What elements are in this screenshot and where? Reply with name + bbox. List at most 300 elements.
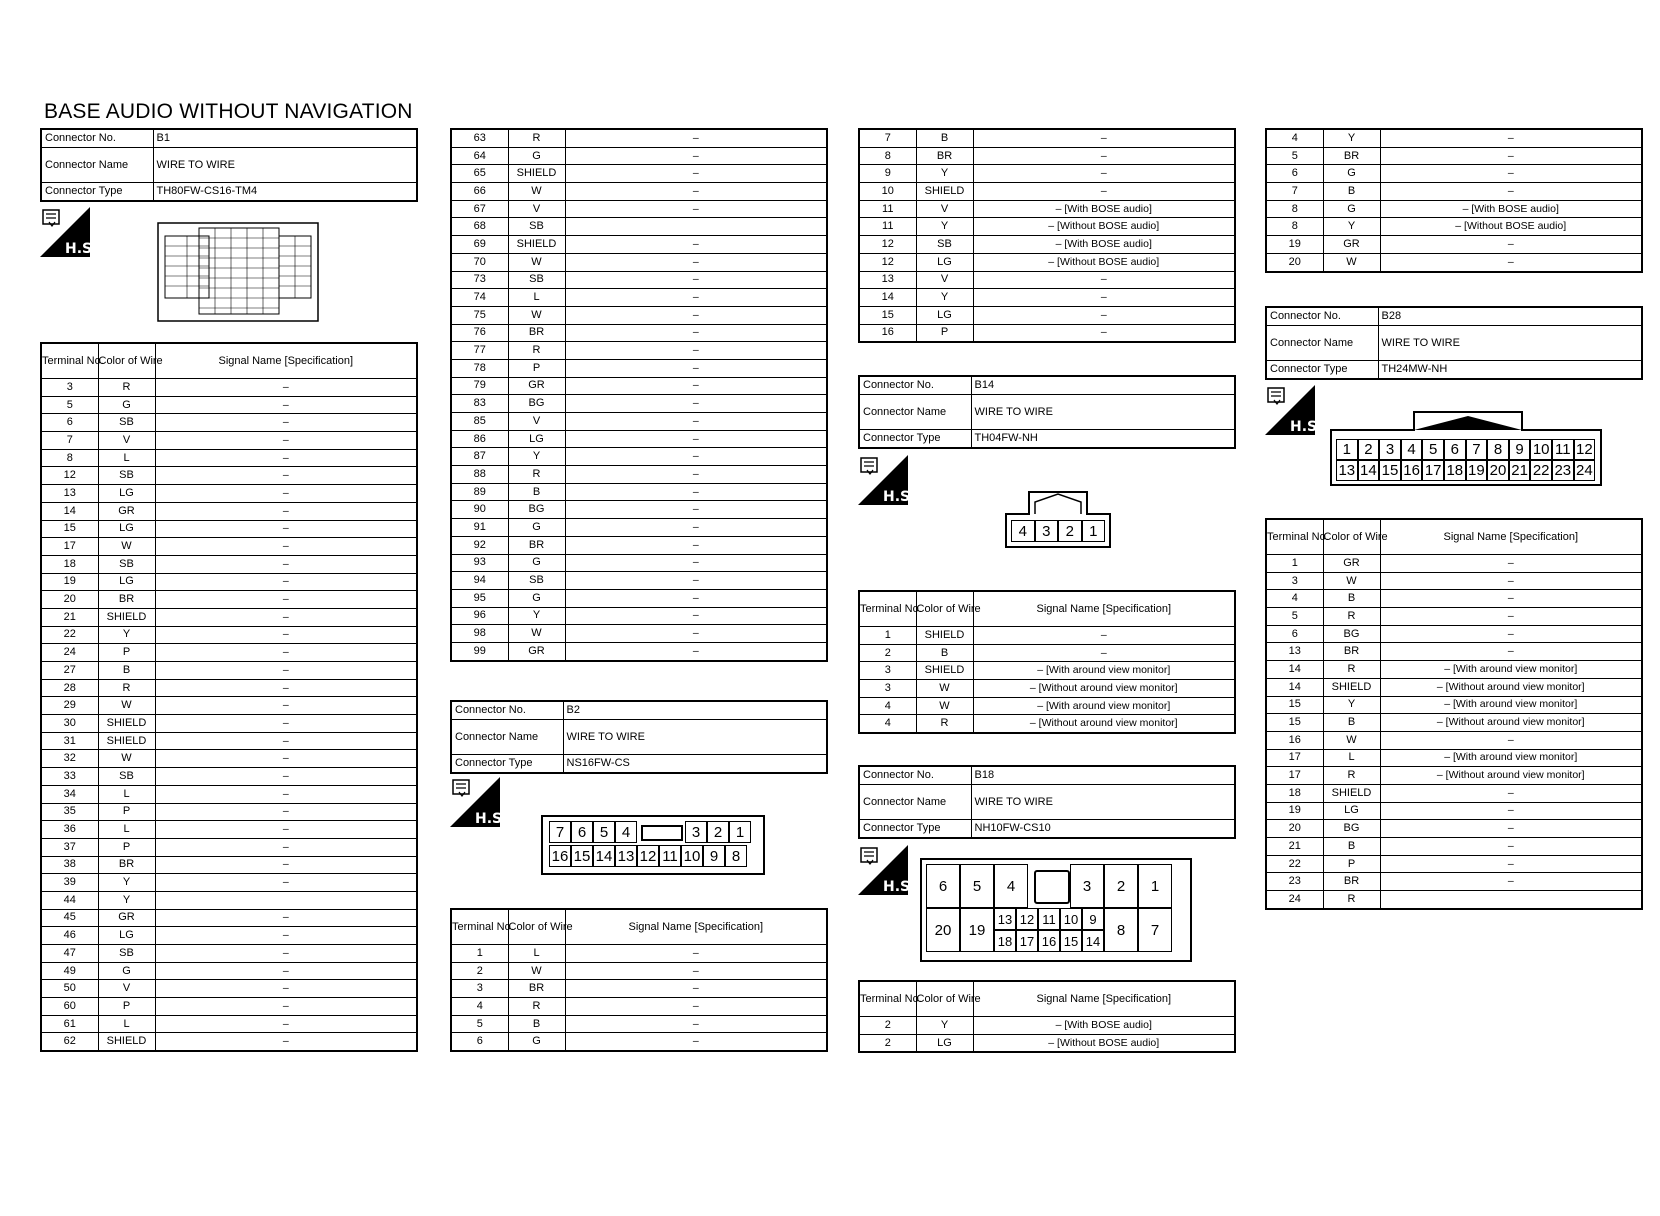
terminal-no-cell: 4 — [859, 715, 916, 733]
table-row — [41, 962, 417, 980]
wire-color-cell: LG — [916, 306, 973, 324]
signal-name-cell: – [With BOSE audio] — [1380, 200, 1642, 218]
signal-name-cell: – — [155, 945, 417, 963]
signal-name-cell: – — [155, 608, 417, 626]
wire-color-cell: SHIELD — [98, 1033, 155, 1051]
table-row — [451, 236, 827, 254]
header-color-of-wire: Color of Wire — [916, 591, 973, 627]
connector-pin: 3 — [1379, 439, 1401, 460]
terminal-no-cell: 17 — [41, 538, 98, 556]
header-terminal-no: Terminal No. — [1266, 519, 1323, 555]
terminal-no-cell: 3 — [859, 680, 916, 698]
table-row — [41, 768, 417, 786]
hs-icon — [450, 777, 508, 827]
signal-name-cell: – — [155, 449, 417, 467]
signal-name-cell: – — [565, 536, 827, 554]
wire-color-cell: SHIELD — [508, 236, 565, 254]
table-row — [1266, 236, 1642, 254]
signal-name-cell: – — [565, 607, 827, 625]
signal-name-cell: – — [565, 359, 827, 377]
wire-color-cell: BR — [508, 324, 565, 342]
terminal-no-cell: 5 — [1266, 147, 1323, 165]
table-row — [41, 502, 417, 520]
connector-pin: 13 — [1336, 460, 1358, 481]
wire-color-cell: P — [916, 324, 973, 342]
connector-pin: 18 — [994, 930, 1016, 952]
terminal-no-cell: 33 — [41, 768, 98, 786]
wire-color-cell: W — [916, 697, 973, 715]
connector-pin: 4 — [1401, 439, 1423, 460]
wire-color-cell: LG — [1323, 802, 1380, 820]
table-row — [859, 1017, 1235, 1035]
table-row — [451, 183, 827, 201]
connector-pin: 6 — [926, 864, 960, 908]
wire-color-cell: Y — [98, 891, 155, 909]
signal-name-cell: – — [565, 625, 827, 643]
signal-name-cell: – — [155, 715, 417, 733]
wire-color-cell: W — [98, 750, 155, 768]
signal-name-cell: – — [155, 697, 417, 715]
table-row — [41, 538, 417, 556]
signal-name-cell: – — [973, 271, 1235, 289]
wire-color-cell: Y — [916, 165, 973, 183]
terminal-no-cell: 27 — [41, 662, 98, 680]
table-row — [41, 1033, 417, 1051]
table-row — [41, 591, 417, 609]
signal-name-cell: – — [155, 803, 417, 821]
connector-pin: 12 — [1016, 908, 1038, 930]
table-row — [859, 289, 1235, 307]
wire-color-cell: BG — [1323, 625, 1380, 643]
terminal-no-cell: 16 — [859, 324, 916, 342]
header-signal-name: Signal Name [Specification] — [565, 909, 827, 945]
wire-color-cell: R — [508, 998, 565, 1016]
terminal-no-cell: 19 — [1266, 802, 1323, 820]
wire-color-cell: SHIELD — [1323, 784, 1380, 802]
wire-color-cell: BR — [508, 536, 565, 554]
wire-color-cell: L — [1323, 749, 1380, 767]
connector-pin: 11 — [1552, 439, 1574, 460]
wire-color-cell: W — [508, 306, 565, 324]
wire-color-cell: W — [1323, 572, 1380, 590]
wire-color-cell: R — [98, 679, 155, 697]
signal-name-cell: – — [565, 519, 827, 537]
terminal-no-cell: 34 — [41, 785, 98, 803]
connector-pin: 12 — [637, 845, 659, 867]
signal-name-cell: – — [973, 324, 1235, 342]
terminal-no-cell: 20 — [41, 591, 98, 609]
signal-name-cell: – — [155, 502, 417, 520]
terminal-no-cell: 1 — [1266, 555, 1323, 573]
connector-pin: 14 — [593, 845, 615, 867]
signal-name-cell: – — [565, 466, 827, 484]
wire-color-cell: SB — [98, 467, 155, 485]
wire-color-cell: W — [508, 625, 565, 643]
signal-name-cell: – — [155, 821, 417, 839]
signal-name-cell: – — [155, 1033, 417, 1051]
wire-color-cell: SB — [98, 555, 155, 573]
connector-pin: 13 — [615, 845, 637, 867]
label-connector-type: Connector Type — [451, 755, 563, 774]
label-connector-name: Connector Name — [1266, 326, 1378, 361]
table-row — [859, 236, 1235, 254]
wire-color-cell: R — [1323, 767, 1380, 785]
connector-pin: 13 — [994, 908, 1016, 930]
terminal-no-cell: 10 — [859, 183, 916, 201]
table-row — [451, 200, 827, 218]
b2-connector-no: B2 — [563, 701, 827, 720]
wire-color-cell: LG — [98, 485, 155, 503]
b18-info — [858, 765, 1236, 839]
wire-color-cell: GR — [508, 377, 565, 395]
connector-pin: 11 — [659, 845, 681, 867]
table-row — [451, 271, 827, 289]
signal-name-cell: – — [155, 662, 417, 680]
wire-color-cell: Y — [916, 289, 973, 307]
terminal-no-cell: 96 — [451, 607, 508, 625]
terminal-no-cell: 62 — [41, 1033, 98, 1051]
table-row — [859, 644, 1235, 662]
terminal-no-cell: 15 — [1266, 696, 1323, 714]
terminal-no-cell: 8 — [41, 449, 98, 467]
header-terminal-no: Terminal No. — [859, 591, 916, 627]
label-connector-type: Connector Type — [1266, 361, 1378, 380]
table-row — [41, 608, 417, 626]
signal-name-cell: – — [155, 856, 417, 874]
table-row — [451, 359, 827, 377]
table-row — [1266, 147, 1642, 165]
terminal-no-cell: 4 — [1266, 590, 1323, 608]
terminal-no-cell: 5 — [1266, 608, 1323, 626]
connector-pin: 9 — [1509, 439, 1531, 460]
table-row — [1266, 696, 1642, 714]
terminal-no-cell: 67 — [451, 200, 508, 218]
connector-pin: 5 — [593, 821, 615, 843]
signal-name-cell: – — [1380, 855, 1642, 873]
wire-color-cell: Y — [1323, 696, 1380, 714]
table-row — [451, 289, 827, 307]
wire-color-cell: W — [98, 697, 155, 715]
terminal-no-cell: 47 — [41, 945, 98, 963]
table-row — [859, 200, 1235, 218]
terminal-no-cell: 3 — [41, 379, 98, 397]
table-row — [859, 715, 1235, 733]
wire-color-cell: G — [98, 396, 155, 414]
table-row — [41, 379, 417, 397]
table-row — [451, 306, 827, 324]
signal-name-cell: – — [155, 485, 417, 503]
table-row — [1266, 855, 1642, 873]
connector-pin: 2 — [1058, 520, 1082, 542]
table-row — [859, 662, 1235, 680]
b28-terminal-table — [1265, 518, 1643, 910]
table-row — [1266, 129, 1642, 147]
signal-name-cell: – — [1380, 572, 1642, 590]
signal-name-cell: – — [565, 236, 827, 254]
label-connector-name: Connector Name — [859, 395, 971, 430]
table-row — [41, 485, 417, 503]
table-row — [451, 1015, 827, 1033]
terminal-no-cell: 87 — [451, 448, 508, 466]
table-row — [41, 520, 417, 538]
table-row — [41, 396, 417, 414]
signal-name-cell: – — [565, 430, 827, 448]
terminal-no-cell: 7 — [41, 432, 98, 450]
terminal-no-cell: 46 — [41, 927, 98, 945]
signal-name-cell: – — [1380, 643, 1642, 661]
terminal-no-cell: 4 — [1266, 129, 1323, 147]
table-row — [451, 129, 827, 147]
signal-name-cell: – — [565, 253, 827, 271]
terminal-no-cell: 2 — [859, 1034, 916, 1052]
signal-name-cell: – — [565, 483, 827, 501]
wire-color-cell: LG — [98, 573, 155, 591]
terminal-no-cell: 36 — [41, 821, 98, 839]
table-row — [41, 980, 417, 998]
wire-color-cell: P — [1323, 855, 1380, 873]
wire-color-cell: GR — [508, 642, 565, 660]
wire-color-cell: W — [98, 538, 155, 556]
hs-label: H.S. — [1290, 419, 1323, 435]
wire-color-cell: L — [98, 1015, 155, 1033]
label-connector-type: Connector Type — [41, 183, 153, 202]
wire-color-cell: L — [98, 449, 155, 467]
terminal-no-cell: 91 — [451, 519, 508, 537]
signal-name-cell: – — [155, 520, 417, 538]
terminal-no-cell: 39 — [41, 874, 98, 892]
table-row — [1266, 784, 1642, 802]
header-color-of-wire: Color of Wire — [98, 343, 155, 379]
header-signal-name: Signal Name [Specification] — [155, 343, 417, 379]
table-row — [41, 785, 417, 803]
signal-name-cell: – [Without around view monitor] — [1380, 767, 1642, 785]
wire-color-cell: P — [98, 644, 155, 662]
terminal-no-cell: 21 — [1266, 838, 1323, 856]
terminal-no-cell: 61 — [41, 1015, 98, 1033]
terminal-no-cell: 99 — [451, 642, 508, 660]
wire-color-cell: W — [916, 680, 973, 698]
connector-pin: 2 — [1358, 439, 1380, 460]
b18-connector-no: B18 — [971, 766, 1235, 785]
terminal-no-cell: 66 — [451, 183, 508, 201]
table-row — [451, 625, 827, 643]
connector-pin: 10 — [1530, 439, 1552, 460]
terminal-no-cell: 93 — [451, 554, 508, 572]
connector-pin: 11 — [1038, 908, 1060, 930]
terminal-no-cell: 30 — [41, 715, 98, 733]
connector-pin: 15 — [1060, 930, 1082, 952]
wire-color-cell: BR — [508, 980, 565, 998]
hs-label: H.S. — [65, 241, 98, 257]
table-row — [41, 662, 417, 680]
terminal-no-cell: 8 — [1266, 218, 1323, 236]
terminal-no-cell: 14 — [1266, 661, 1323, 679]
signal-name-cell: – — [565, 413, 827, 431]
signal-name-cell: – — [1380, 820, 1642, 838]
signal-name-cell — [155, 891, 417, 909]
table-row — [1266, 572, 1642, 590]
connector-pin: 1 — [1336, 439, 1358, 460]
b1-connector-face — [157, 222, 319, 322]
table-row — [451, 1033, 827, 1051]
connector-pin: 7 — [549, 821, 571, 843]
signal-name-cell: – — [565, 572, 827, 590]
connector-pin: 15 — [1379, 460, 1401, 481]
wire-color-cell: G — [1323, 165, 1380, 183]
signal-name-cell: – — [565, 129, 827, 147]
signal-name-cell: – — [565, 271, 827, 289]
connector-pin: 17 — [1016, 930, 1038, 952]
table-row — [1266, 731, 1642, 749]
signal-name-cell: – [With BOSE audio] — [973, 1017, 1235, 1035]
table-row — [1266, 820, 1642, 838]
terminal-no-cell: 11 — [859, 218, 916, 236]
signal-name-cell: – — [1380, 784, 1642, 802]
header-signal-name: Signal Name [Specification] — [973, 591, 1235, 627]
signal-name-cell: – — [1380, 802, 1642, 820]
terminal-no-cell: 1 — [451, 945, 508, 963]
header-color-of-wire: Color of Wire — [508, 909, 565, 945]
terminal-no-cell: 2 — [451, 962, 508, 980]
signal-name-cell: – [With around view monitor] — [1380, 696, 1642, 714]
wire-color-cell: L — [508, 289, 565, 307]
wire-color-cell: GR — [98, 909, 155, 927]
table-row — [451, 165, 827, 183]
table-row — [1266, 643, 1642, 661]
table-row — [41, 432, 417, 450]
signal-name-cell: – [With BOSE audio] — [973, 200, 1235, 218]
signal-name-cell — [1380, 891, 1642, 909]
terminal-no-cell: 37 — [41, 838, 98, 856]
terminal-no-cell: 88 — [451, 466, 508, 484]
table-row — [1266, 749, 1642, 767]
table-row — [41, 803, 417, 821]
wire-color-cell: G — [508, 589, 565, 607]
signal-name-cell: – — [973, 129, 1235, 147]
signal-name-cell: – — [565, 342, 827, 360]
wire-color-cell: Y — [1323, 129, 1380, 147]
signal-name-cell: – [Without BOSE audio] — [973, 218, 1235, 236]
connector-pin: 12 — [1574, 439, 1596, 460]
wire-color-cell: R — [508, 342, 565, 360]
signal-name-cell — [565, 218, 827, 236]
table-row — [451, 589, 827, 607]
signal-name-cell: – — [155, 414, 417, 432]
signal-name-cell: – — [565, 642, 827, 660]
signal-name-cell: – — [1380, 873, 1642, 891]
table-row — [1266, 873, 1642, 891]
wire-color-cell: GR — [98, 502, 155, 520]
wire-color-cell: G — [1323, 200, 1380, 218]
b1-terminal-table-left — [40, 342, 418, 1052]
table-row — [859, 253, 1235, 271]
label-connector-no: Connector No. — [859, 376, 971, 395]
connector-pin: 8 — [1104, 908, 1138, 952]
table-row — [451, 980, 827, 998]
table-row — [859, 1034, 1235, 1052]
key-slot — [641, 825, 683, 841]
table-row — [451, 945, 827, 963]
wire-color-cell: SHIELD — [916, 183, 973, 201]
signal-name-cell: – — [155, 432, 417, 450]
table-row — [451, 501, 827, 519]
wire-color-cell: V — [916, 200, 973, 218]
wire-color-cell: BR — [1323, 643, 1380, 661]
signal-name-cell: – [Without BOSE audio] — [973, 253, 1235, 271]
terminal-no-cell: 83 — [451, 395, 508, 413]
table-row — [451, 483, 827, 501]
table-row — [451, 253, 827, 271]
connector-pin: 4 — [615, 821, 637, 843]
signal-name-cell: – — [1380, 608, 1642, 626]
terminal-no-cell: 3 — [859, 662, 916, 680]
terminal-no-cell: 18 — [41, 555, 98, 573]
wire-color-cell: SB — [508, 271, 565, 289]
table-row — [451, 962, 827, 980]
table-row — [451, 466, 827, 484]
terminal-no-cell: 18 — [1266, 784, 1323, 802]
connector-pin: 16 — [549, 845, 571, 867]
table-row — [41, 874, 417, 892]
table-row — [41, 449, 417, 467]
connector-pin: 10 — [1060, 908, 1082, 930]
b2-info — [450, 700, 828, 774]
connector-pin: 3 — [1035, 520, 1059, 542]
b1-connector-name: WIRE TO WIRE — [153, 148, 417, 183]
terminal-no-cell: 79 — [451, 377, 508, 395]
wire-color-cell: Y — [916, 1017, 973, 1035]
terminal-no-cell: 69 — [451, 236, 508, 254]
wire-color-cell: R — [1323, 661, 1380, 679]
signal-name-cell: – — [565, 962, 827, 980]
label-connector-type: Connector Type — [859, 430, 971, 449]
signal-name-cell: – [With around view monitor] — [973, 697, 1235, 715]
b18-connector-name: WIRE TO WIRE — [971, 785, 1235, 820]
label-connector-name: Connector Name — [859, 785, 971, 820]
signal-name-cell: – — [155, 379, 417, 397]
b18-connector-face — [920, 858, 1192, 962]
signal-name-cell: – — [1380, 731, 1642, 749]
table-row — [859, 697, 1235, 715]
table-row — [451, 519, 827, 537]
signal-name-cell: – — [565, 289, 827, 307]
signal-name-cell: – — [155, 927, 417, 945]
signal-name-cell: – [With around view monitor] — [1380, 661, 1642, 679]
wire-color-cell: SHIELD — [98, 732, 155, 750]
wire-color-cell: LG — [98, 520, 155, 538]
key-slot — [1034, 870, 1070, 904]
terminal-no-cell: 77 — [451, 342, 508, 360]
terminal-no-cell: 8 — [1266, 200, 1323, 218]
connector-pin: 2 — [707, 821, 729, 843]
wire-color-cell: V — [98, 432, 155, 450]
terminal-no-cell: 8 — [859, 147, 916, 165]
terminal-no-cell: 20 — [1266, 820, 1323, 838]
terminal-no-cell: 6 — [41, 414, 98, 432]
terminal-no-cell: 78 — [451, 359, 508, 377]
hs-icon — [858, 845, 916, 895]
signal-name-cell: – — [973, 306, 1235, 324]
terminal-no-cell: 15 — [1266, 714, 1323, 732]
terminal-no-cell: 50 — [41, 980, 98, 998]
signal-name-cell: – — [1380, 236, 1642, 254]
table-row — [1266, 590, 1642, 608]
b18-terminal-table — [858, 980, 1236, 1053]
terminal-no-cell: 2 — [859, 644, 916, 662]
b2-connector-type: NS16FW-CS — [563, 755, 827, 774]
terminal-no-cell: 76 — [451, 324, 508, 342]
wire-color-cell: SB — [98, 945, 155, 963]
